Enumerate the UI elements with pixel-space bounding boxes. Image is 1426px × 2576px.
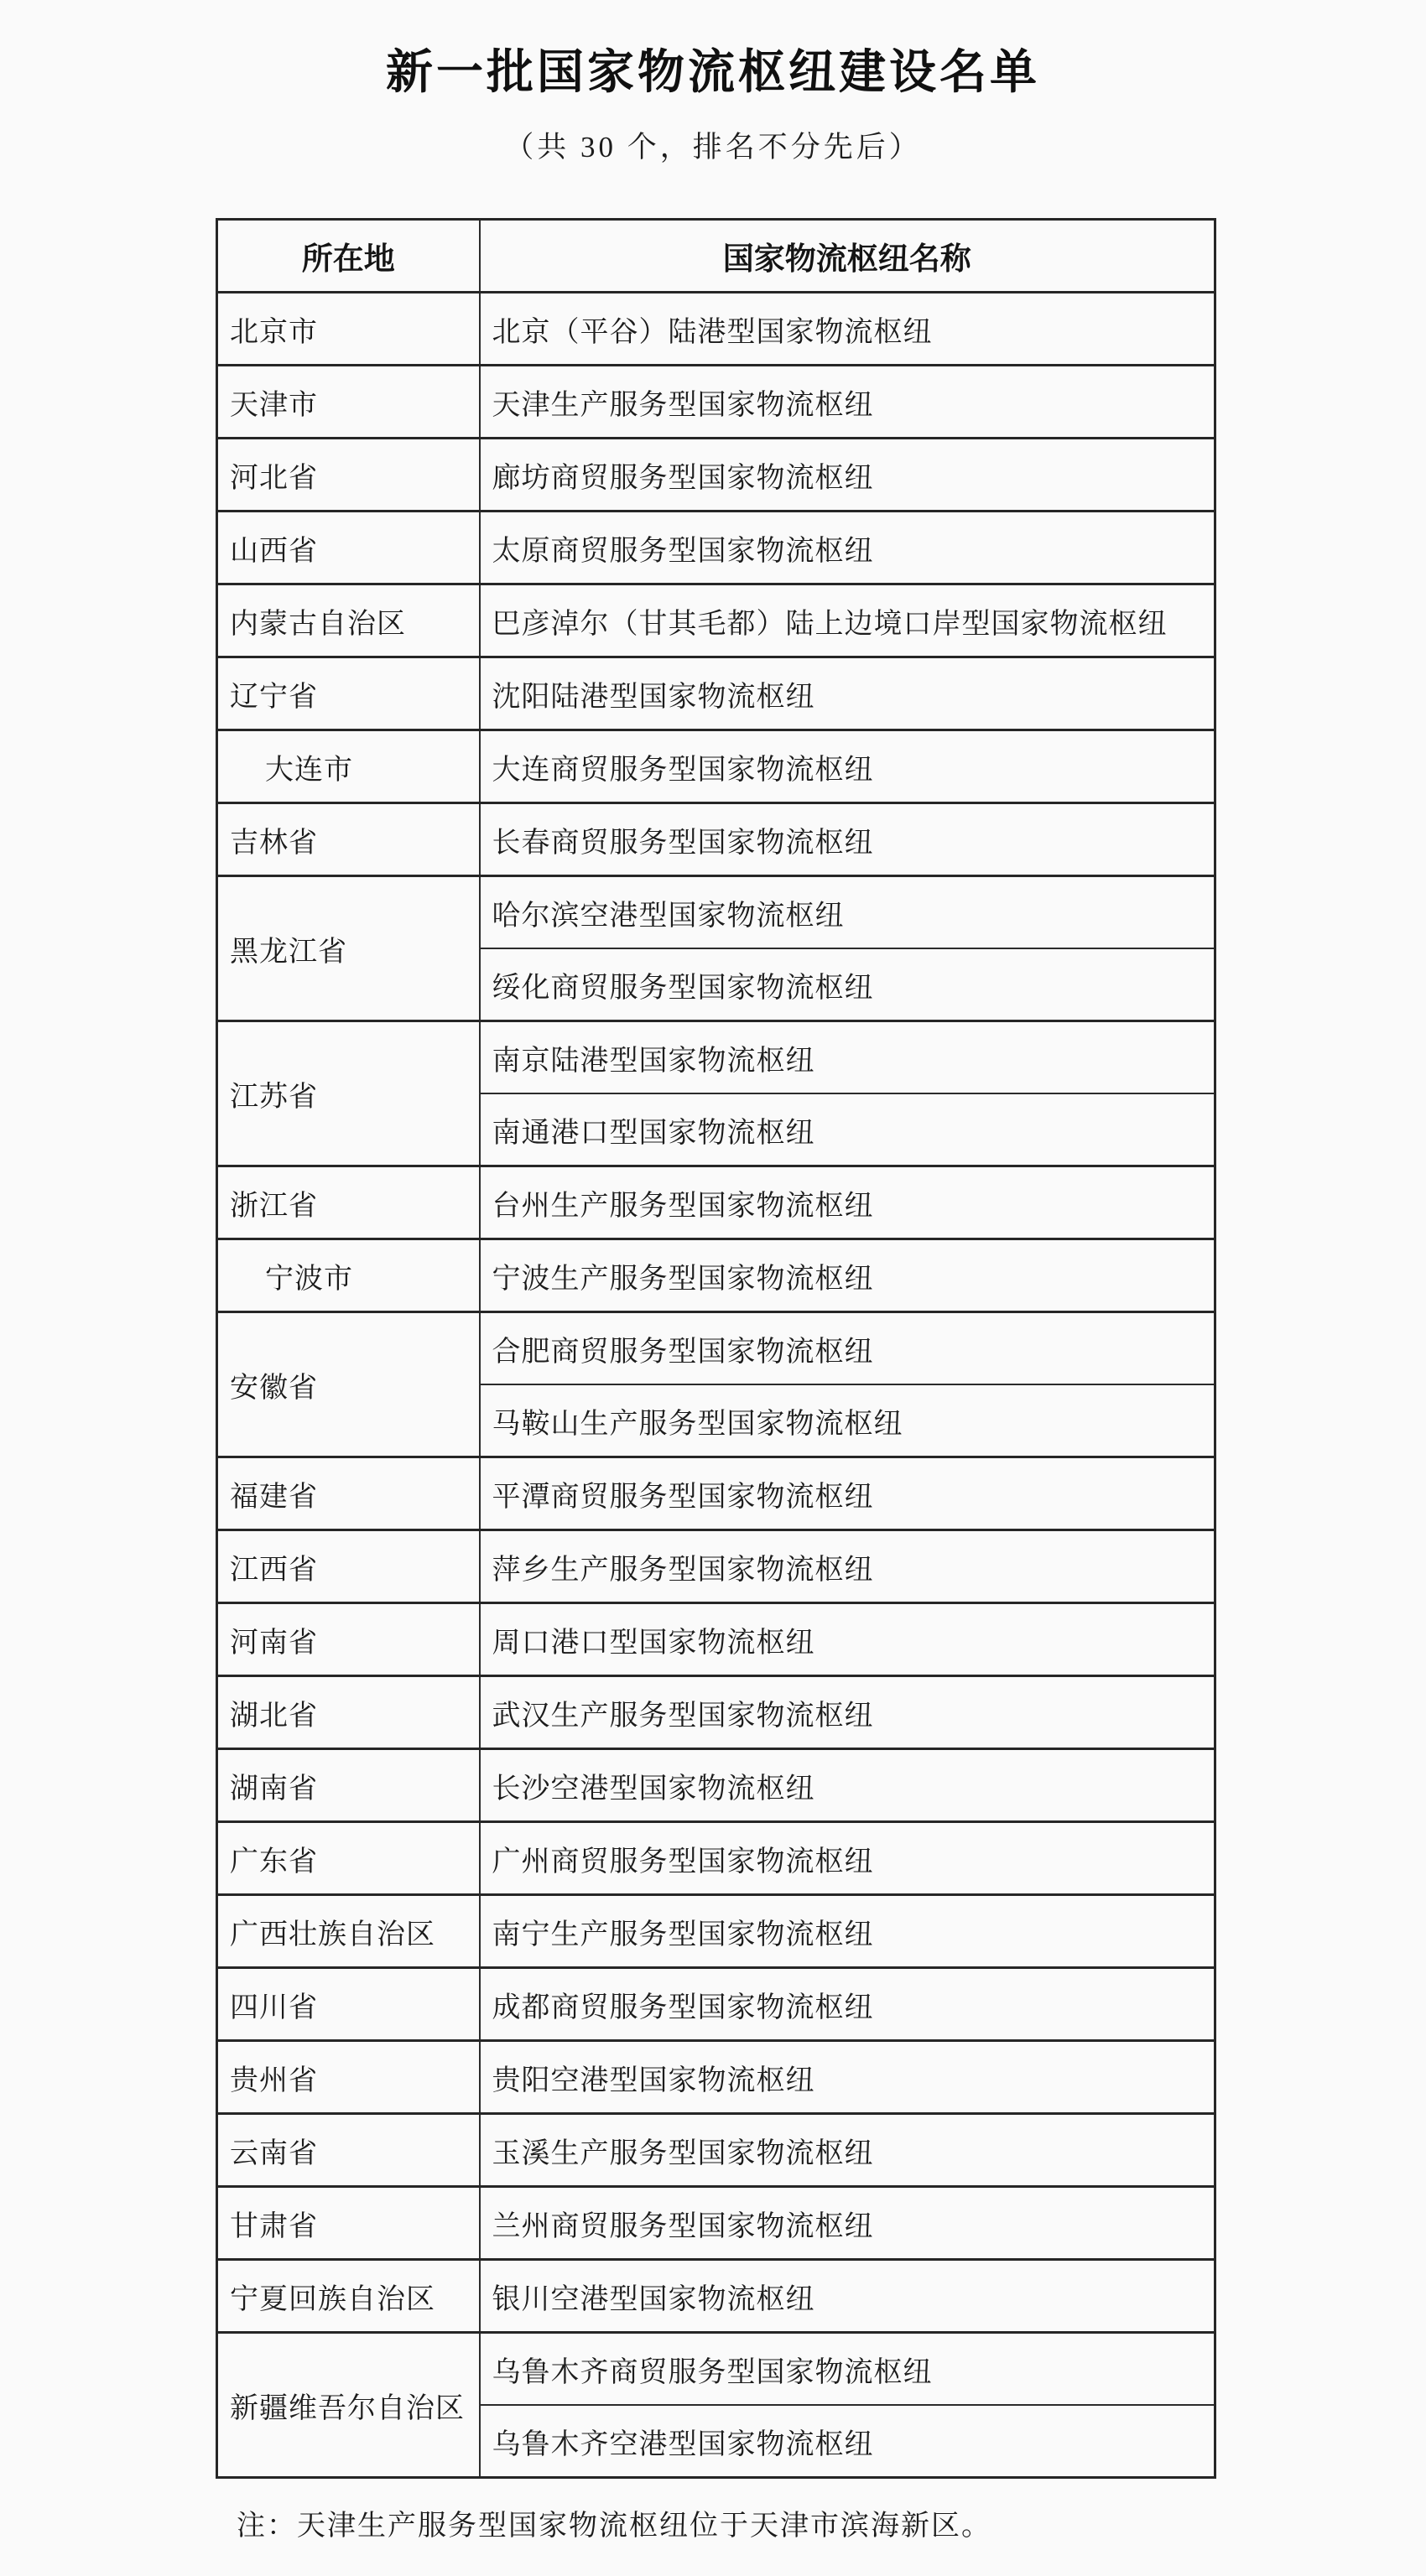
- location-cell: 江西省: [217, 1530, 480, 1603]
- table-row: [217, 2260, 1215, 2333]
- hub-name-cell: 武汉生产服务型国家物流枢纽: [480, 1676, 1215, 1749]
- hub-name-cell: 成都商贸服务型国家物流枢纽: [480, 1968, 1215, 2041]
- location-cell: 吉林省: [217, 803, 480, 876]
- table-row: [217, 876, 1215, 949]
- hub-name-cell: 广州商贸服务型国家物流枢纽: [480, 1822, 1215, 1895]
- table-row: [217, 439, 1215, 512]
- logistics-hubs-table: [216, 218, 1216, 2479]
- location-cell: 湖南省: [217, 1749, 480, 1822]
- hub-name-cell: 乌鲁木齐商贸服务型国家物流枢纽: [480, 2333, 1215, 2406]
- location-cell: 天津市: [217, 366, 480, 439]
- table-row: [217, 1603, 1215, 1676]
- hub-name-cell: 平潭商贸服务型国家物流枢纽: [480, 1457, 1215, 1530]
- table-row: [217, 1530, 1215, 1603]
- hub-name-cell: 廊坊商贸服务型国家物流枢纽: [480, 439, 1215, 512]
- hub-name-cell: 长沙空港型国家物流枢纽: [480, 1749, 1215, 1822]
- table-row: [217, 730, 1215, 803]
- location-cell: 广东省: [217, 1822, 480, 1895]
- table-row: [217, 1457, 1215, 1530]
- table-row: [217, 512, 1215, 584]
- location-cell: 北京市: [217, 293, 480, 366]
- hub-name-cell: 大连商贸服务型国家物流枢纽: [480, 730, 1215, 803]
- table-row: [217, 1749, 1215, 1822]
- hub-name-cell: 兰州商贸服务型国家物流枢纽: [480, 2187, 1215, 2260]
- footnote: 注：天津生产服务型国家物流枢纽位于天津市滨海新区。: [237, 2511, 991, 2542]
- hub-name-cell: 玉溪生产服务型国家物流枢纽: [480, 2114, 1215, 2187]
- table-row: [217, 657, 1215, 730]
- location-cell: 山西省: [217, 512, 480, 584]
- hub-name-cell: 太原商贸服务型国家物流枢纽: [480, 512, 1215, 584]
- location-cell: 黑龙江省: [217, 876, 480, 1021]
- hub-name-cell: 南通港口型国家物流枢纽: [480, 1093, 1215, 1166]
- hub-name-cell: 宁波生产服务型国家物流枢纽: [480, 1239, 1215, 1312]
- table-row: [217, 2114, 1215, 2187]
- table-row: [217, 366, 1215, 439]
- hub-name-cell: 台州生产服务型国家物流枢纽: [480, 1166, 1215, 1239]
- location-cell: 湖北省: [217, 1676, 480, 1749]
- table-row: [217, 2333, 1215, 2406]
- hub-name-cell: 马鞍山生产服务型国家物流枢纽: [480, 1384, 1215, 1457]
- location-cell: 贵州省: [217, 2041, 480, 2114]
- table-row: [217, 293, 1215, 366]
- location-cell: 内蒙古自治区: [217, 584, 480, 657]
- hub-name-cell: 巴彦淖尔（甘其毛都）陆上边境口岸型国家物流枢纽: [480, 584, 1215, 657]
- hub-name-cell: 合肥商贸服务型国家物流枢纽: [480, 1312, 1215, 1385]
- location-cell: 江苏省: [217, 1021, 480, 1166]
- hub-name-cell: 天津生产服务型国家物流枢纽: [480, 366, 1215, 439]
- table-header-row: [217, 220, 1215, 293]
- hub-name-cell: 长春商贸服务型国家物流枢纽: [480, 803, 1215, 876]
- table-row: [217, 803, 1215, 876]
- table-row: [217, 1239, 1215, 1312]
- page-subtitle: （共 30 个，排名不分先后）: [504, 131, 922, 164]
- location-cell: 福建省: [217, 1457, 480, 1530]
- location-cell: 宁夏回族自治区: [217, 2260, 480, 2333]
- location-cell: 新疆维吾尔自治区: [217, 2333, 480, 2478]
- table-row: [217, 2041, 1215, 2114]
- location-cell: 四川省: [217, 1968, 480, 2041]
- hub-name-cell: 南宁生产服务型国家物流枢纽: [480, 1895, 1215, 1968]
- table-row: [217, 1968, 1215, 2041]
- hub-name-cell: 周口港口型国家物流枢纽: [480, 1603, 1215, 1676]
- table-row: [217, 584, 1215, 657]
- location-cell: 云南省: [217, 2114, 480, 2187]
- hub-name-cell: 银川空港型国家物流枢纽: [480, 2260, 1215, 2333]
- location-cell: 大连市: [217, 730, 480, 803]
- table-row: [217, 1822, 1215, 1895]
- hub-name-cell: 哈尔滨空港型国家物流枢纽: [480, 876, 1215, 949]
- table-row: [217, 1312, 1215, 1385]
- location-cell: 河北省: [217, 439, 480, 512]
- col-header-location: 所在地: [217, 220, 480, 293]
- table-body: [217, 293, 1215, 2478]
- location-cell: 广西壮族自治区: [217, 1895, 480, 1968]
- location-cell: 浙江省: [217, 1166, 480, 1239]
- hub-name-cell: 沈阳陆港型国家物流枢纽: [480, 657, 1215, 730]
- page-title: 新一批国家物流枢纽建设名单: [386, 47, 1040, 99]
- hub-name-cell: 南京陆港型国家物流枢纽: [480, 1021, 1215, 1094]
- hub-name-cell: 绥化商贸服务型国家物流枢纽: [480, 948, 1215, 1021]
- location-cell: 辽宁省: [217, 657, 480, 730]
- hub-name-cell: 贵阳空港型国家物流枢纽: [480, 2041, 1215, 2114]
- hub-name-cell: 北京（平谷）陆港型国家物流枢纽: [480, 293, 1215, 366]
- table-row: [217, 2187, 1215, 2260]
- col-header-hub-name: 国家物流枢纽名称: [480, 220, 1215, 293]
- table-row: [217, 1676, 1215, 1749]
- table-row: [217, 1895, 1215, 1968]
- location-cell: 甘肃省: [217, 2187, 480, 2260]
- location-cell: 宁波市: [217, 1239, 480, 1312]
- table-row: [217, 1166, 1215, 1239]
- location-cell: 安徽省: [217, 1312, 480, 1457]
- hub-name-cell: 乌鲁木齐空港型国家物流枢纽: [480, 2405, 1215, 2478]
- location-cell: 河南省: [217, 1603, 480, 1676]
- hub-name-cell: 萍乡生产服务型国家物流枢纽: [480, 1530, 1215, 1603]
- table-row: [217, 1021, 1215, 1094]
